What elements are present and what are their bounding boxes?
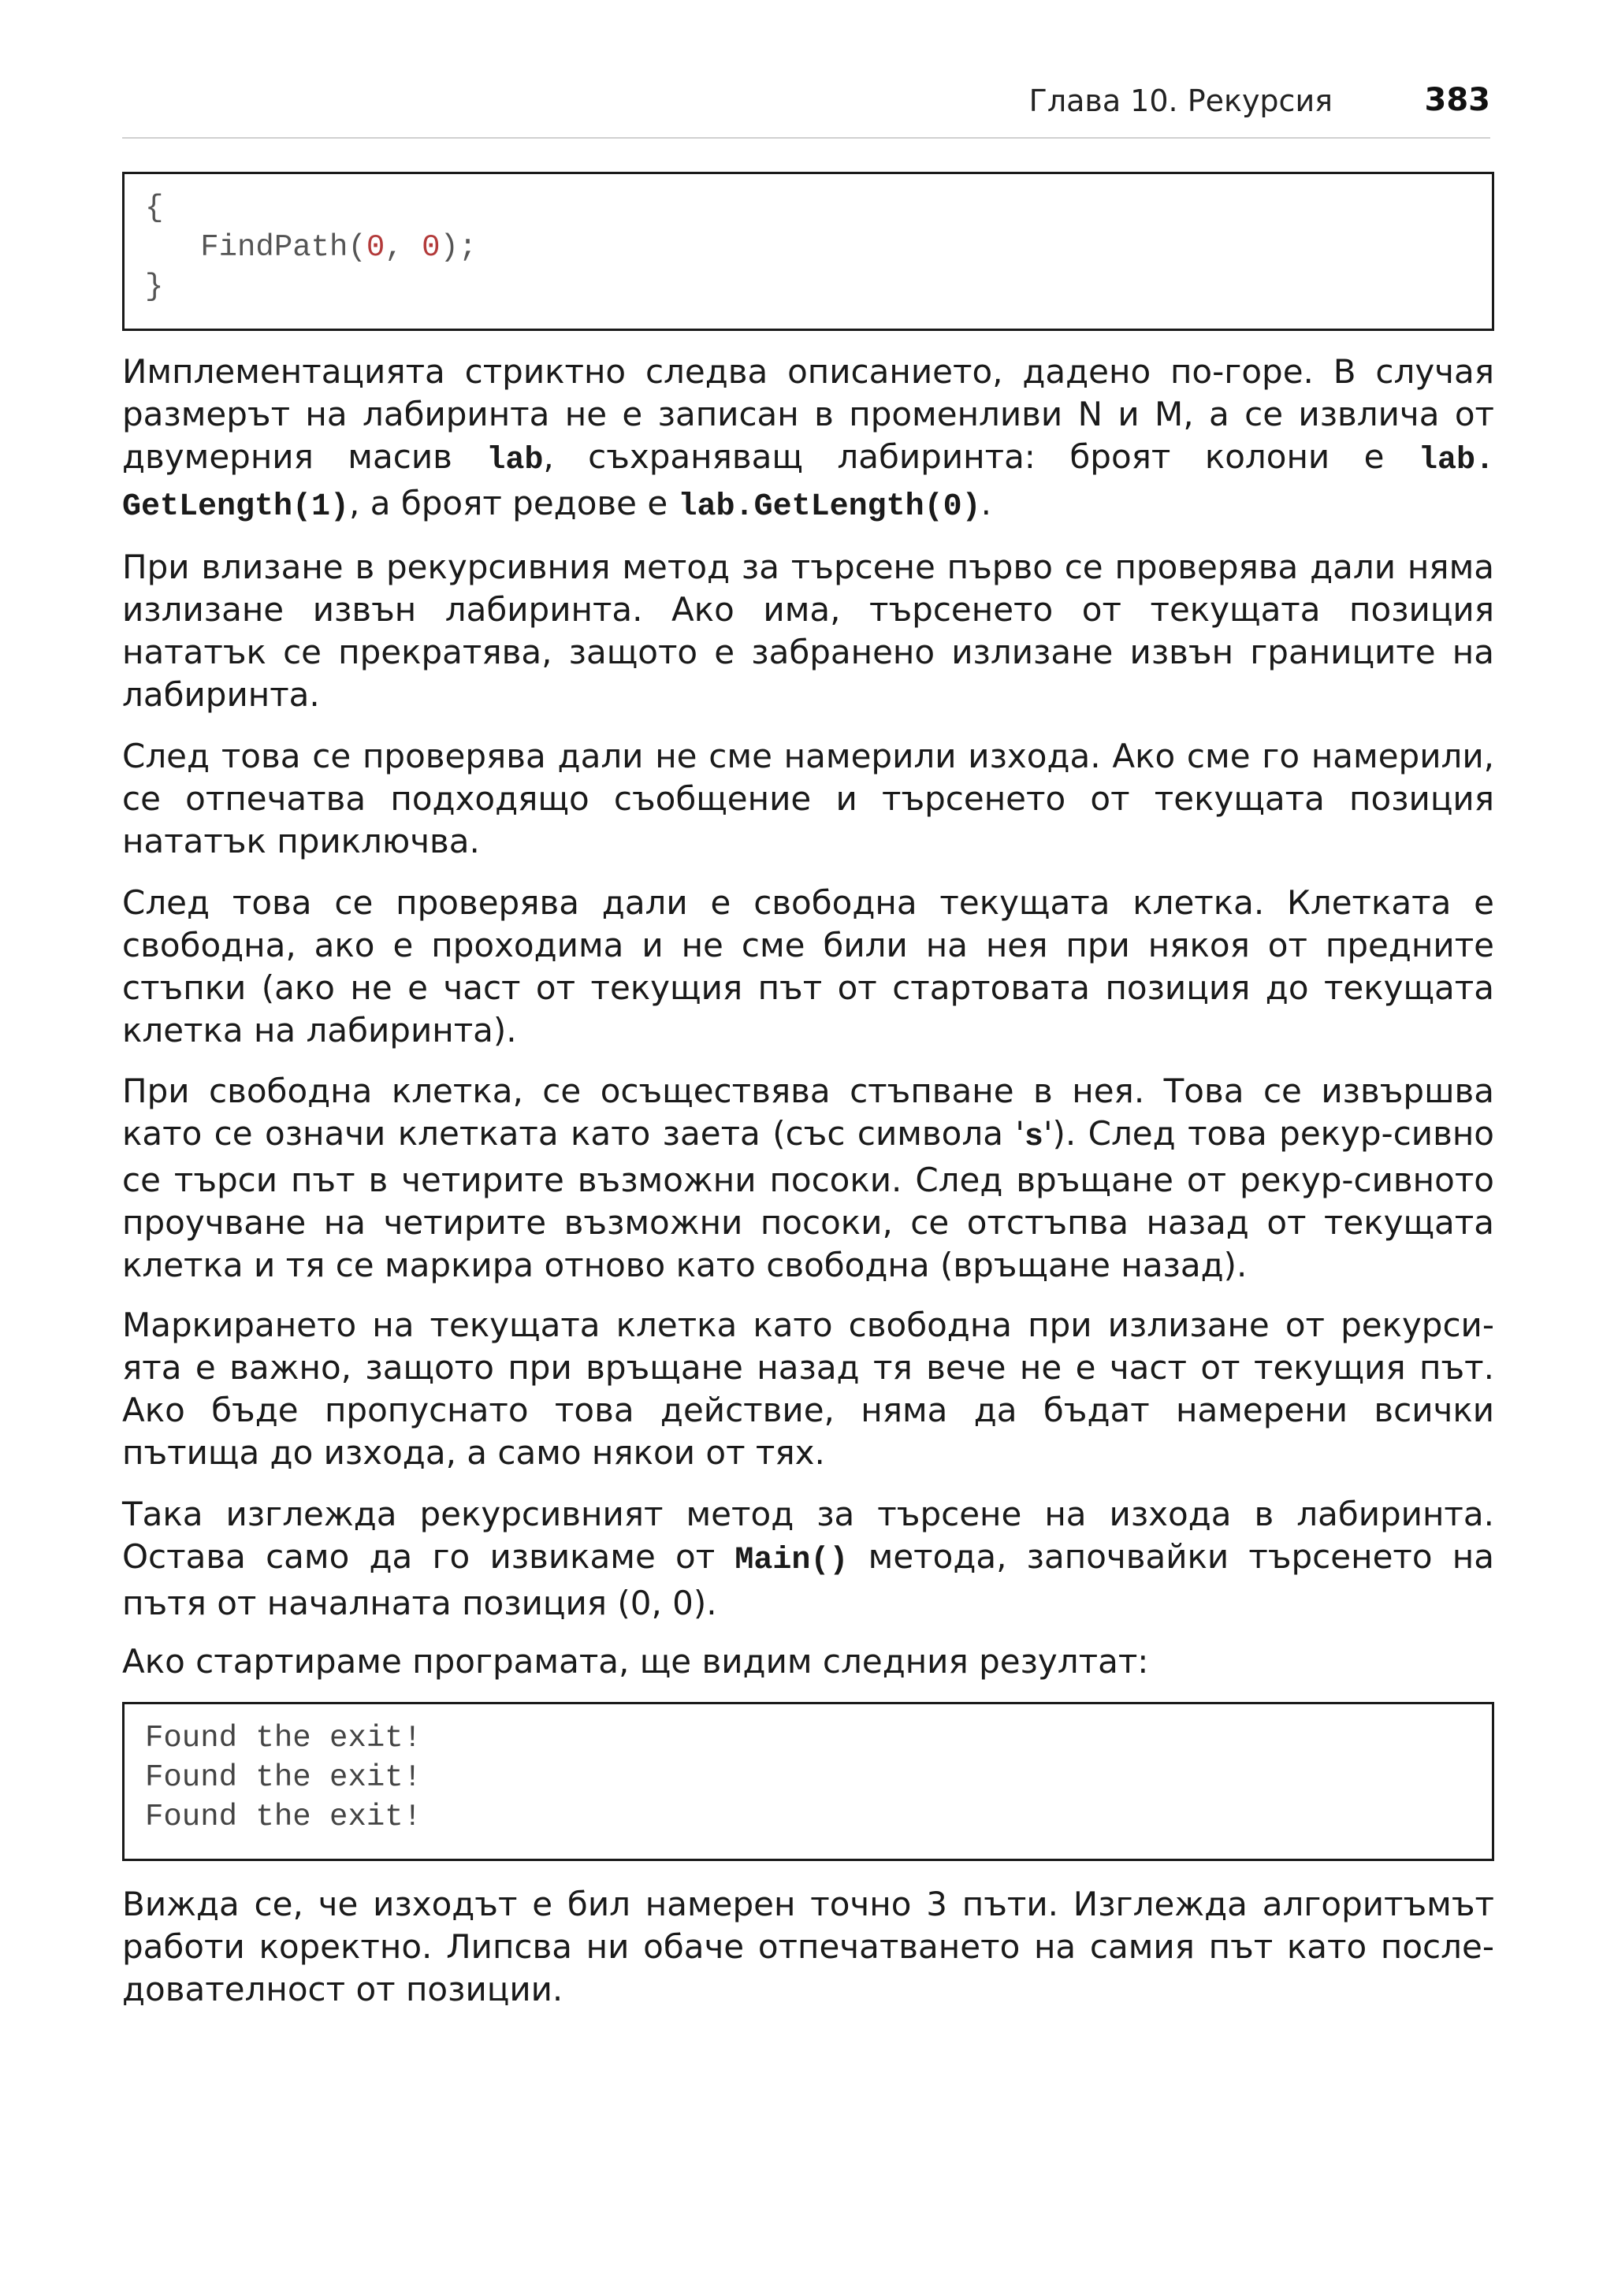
text: Така изглежда рекурсивният метод за търсене на изхода в лабиринта. Остава само да го извикаме от (122, 1495, 1494, 1576)
output-line: Found the exit! (145, 1760, 422, 1795)
paragraph-bounds-check: При влизане в рекурсивния метод за търсене първо се проверява дали няма излизане извън лабиринта. Ако има, търсенето от текущата позиция нататък се прекратява, защото е забранено излизане извън границите на лабиринта. (122, 548, 1494, 714)
code-text: FindPath( (145, 230, 366, 265)
text: метода, започвайки търсенето на пътя от началната позиция (0, 0). (122, 1537, 1494, 1622)
inline-code: s (1024, 1120, 1043, 1155)
inline-code: lab. (1418, 443, 1494, 478)
text: , съхраняващ лабиринта: броят колони е (543, 437, 1419, 476)
output-block (122, 1702, 1494, 1861)
inline-code: GetLength(1) (122, 489, 350, 525)
text: Имплементацията стриктно следва описанието, дадено по-горе. В случая размерът на лабиринта не е записан в променливи N и M, а се извлича от двумерния масив (122, 352, 1494, 476)
paragraph-exit-check: След това се проверява дали не сме намерили изхода. Ако сме го намерили, се отпечатва подходящо съобщение и търсенето от текущата позиция нататък приключва. (122, 737, 1494, 860)
text: При свободна клетка, се осъществява стъпване в нея. Това се извършва като се означи клетката като заета (със символа ' (122, 1072, 1494, 1153)
text: . (980, 484, 991, 522)
paragraph-conclusion: Вижда се, че изходът е бил намерен точно 3 пъти. Изглежда алгоритъмът работи коректно. Липсва ни обаче отпечатването на самия път като после-дователност от позиции. (122, 1885, 1494, 2008)
paragraph-unmark-cell: Маркирането на текущата клетка като свободна при излизане от рекурси-ята е важно, защото при връщане назад тя вече не е част от текущия път. Ако бъде пропуснато това действие, няма да бъдат намерени всички пътища до изхода, а само някои от тях. (122, 1306, 1494, 1472)
page-header (122, 76, 1490, 139)
paragraph-free-cell-check: След това се проверява дали е свободна текущата клетка. Клетката е свободна, ако е проходима и не сме били на нея при някоя от предните стъпки (ако не е част от текущия път от стартовата позиция до текущата клетка на лабиринта). (122, 883, 1494, 1050)
page-number: 383 (1424, 82, 1490, 118)
chapter-title: Глава 10. Рекурсия (1028, 84, 1333, 118)
inline-code: lab.GetLength(0) (678, 489, 981, 525)
paragraph-step-into-cell (122, 1070, 1494, 1287)
paragraph-run-program: Ако стартираме програмата, ще видим следния резултат: (122, 1642, 1149, 1681)
code-text: ); (440, 230, 478, 265)
code-block-findpath-call (122, 172, 1494, 331)
code-number: 0 (422, 230, 441, 265)
code-number: 0 (366, 230, 385, 265)
code-line: } (145, 269, 164, 304)
code-line: { (145, 191, 164, 225)
text: '). След това рекур-сивно се търси път в четирите възможни посоки. След връщане от рекур-сивното проучване на четирите възможни посоки, се отстъпва назад от текущата клетка и тя се маркира отново като свободна (връщане назад). (122, 1114, 1494, 1284)
paragraph-implementation (122, 351, 1494, 529)
code-line (145, 230, 477, 265)
output-line: Found the exit! (145, 1721, 422, 1755)
inline-code: Main() (734, 1543, 849, 1578)
inline-code: lab (486, 443, 544, 478)
paragraph-main-call (122, 1493, 1494, 1625)
code-text: , (385, 230, 422, 265)
output-line: Found the exit! (145, 1800, 422, 1834)
text: , а броят редове е (349, 484, 679, 522)
